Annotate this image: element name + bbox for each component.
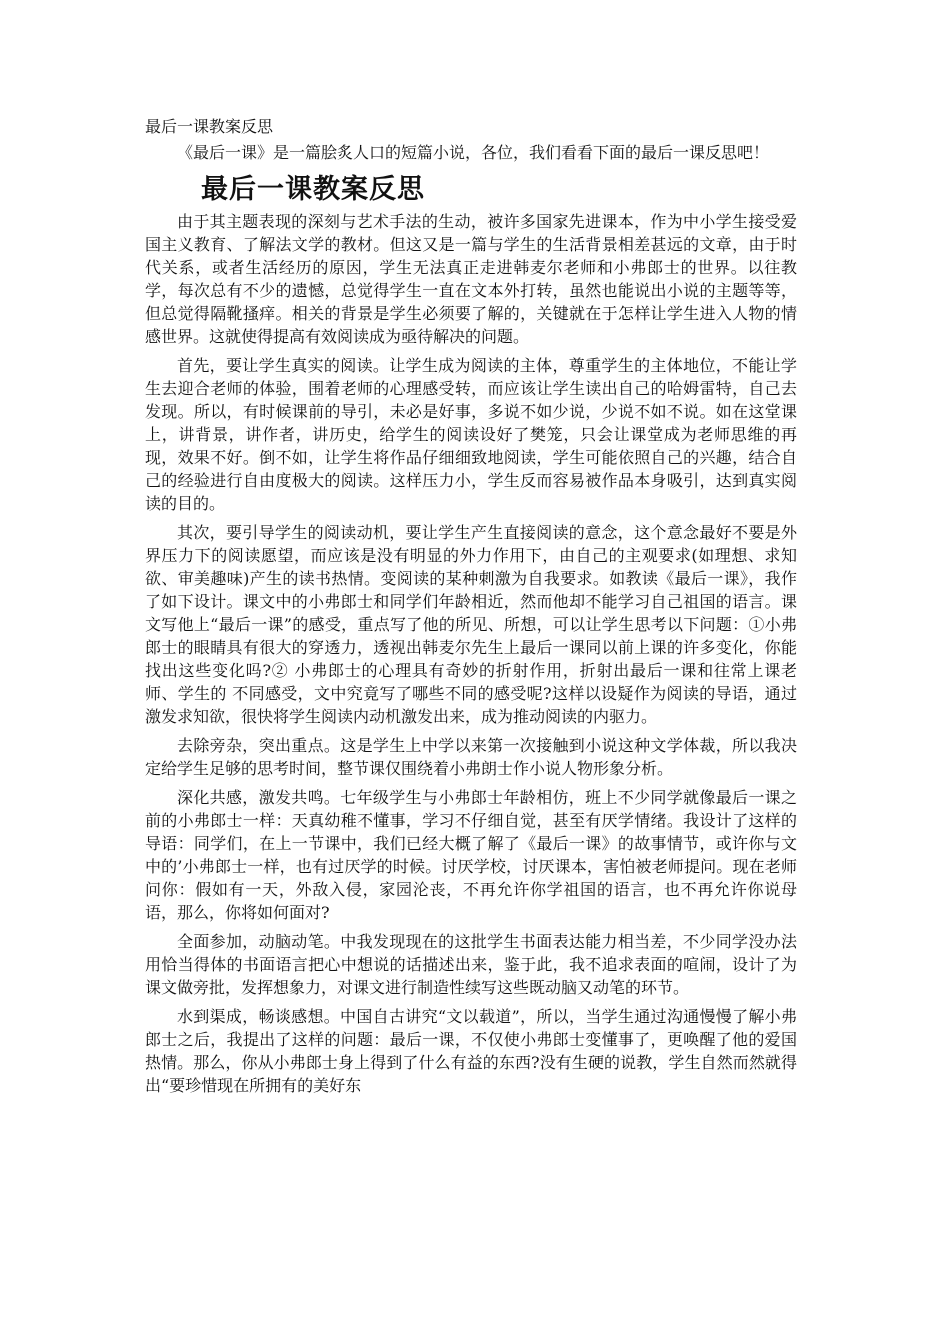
document-top-title: 最后一课教案反思	[145, 117, 274, 136]
body-paragraph: 由于其主题表现的深刻与艺术手法的生动，被许多国家先进课本，作为中小学生接受爱国主义教育、了解法文学的教材。但这又是一篇与学生的生活背景相差甚远的文章，由于时代关系，或者生活经历的原因，学生无法真正走进韩麦尔老师和小弗郎士的世界。以往教学，每次总有不少的遗憾，总觉得学生一直在文本外打转，虽然也能说出小说的主题等等，但总觉得隔靴搔痒。相关的背景是学生必须要了解的，关键就在于怎样让学生进入人物的情感世界。这就使得提高有效阅读成为亟待解决的问题。	[145, 212, 797, 346]
body-paragraph: 去除旁杂，突出重点。这是学生上中学以来第一次接触到小说这种文学体裁，所以我决定给学生足够的思考时间，整节课仅围绕着小弗朗士作小说人物形象分析。	[145, 736, 797, 778]
body-paragraph: 全面参加，动脑动笔。中我发现现在的这批学生书面表达能力相当差，不少同学没办法用恰当得体的书面语言把心中想说的话描述出来，鉴于此，我不追求表面的喧闹，设计了为课文做旁批，发挥想象力，对课文进行制造性续写这些既动脑又动笔的环节。	[145, 932, 797, 997]
body-paragraph: 其次，要引导学生的阅读动机，要让学生产生直接阅读的意念，这个意念最好不要是外界压力下的阅读愿望，而应该是没有明显的外力作用下，由自己的主观要求(如理想、求知欲、审美趣味)产生的读书热情。变阅读的某种刺激为自我要求。如教读《最后一课》，我作了如下设计。课文中的小弗郎士和同学们年龄相近，然而他却不能学习自己祖国的语言。课文写他上“最后一课”的感受，重点写了他的所见、所想，可以让学生思考以下问题：①小弗郎士的眼睛具有很大的穿透力，透视出韩麦尔先生上最后一课同以前上课的许多变化，你能找出这些变化吗?② 小弗郎士的心理具有奇妙的折射作用，折射出最后一课和往常上课老师、学生的 不同感受，文中究竟写了哪些不同的感受呢?这样以设疑作为阅读的导语，通过激发求知欲，很快将学生阅读内动机激发出来，成为推动阅读的内驱力。	[145, 523, 797, 726]
intro-paragraph: 《最后一课》是一篇脍炙人口的短篇小说，各位，我们看看下面的最后一课反思吧！	[177, 143, 770, 162]
article-heading: 最后一课教案反思	[201, 174, 425, 205]
document-page	[145, 114, 797, 1103]
body-paragraph: 首先，要让学生真实的阅读。让学生成为阅读的主体，尊重学生的主体地位，不能让学生去迎合老师的体验，围着老师的心理感受转，而应该让学生读出自己的哈姆雷特，自己去发现。所以，有时候课前的导引，未必是好事，多说不如少说，少说不如不说。如在这堂课上，讲背景，讲作者，讲历史，给学生的阅读设好了樊笼，只会让课堂成为老师思维的再现，效果不好。倒不如，让学生将作品仔细细致地阅读，学生可能依照自己的兴趣，结合自己的经验进行自由度极大的阅读。这样压力小，学生反而容易被作品本身吸引，达到真实阅读的目的。	[145, 356, 797, 513]
body-paragraph: 深化共感，激发共鸣。七年级学生与小弗郎士年龄相仿，班上不少同学就像最后一课之前的小弗郎士一样：天真幼稚不懂事，学习不仔细自觉，甚至有厌学情绪。我设计了这样的导语：同学们，在上一节课中，我们已经大概了解了《最后一课》的故事情节，或许你与文中的’小弗郎士一样，也有过厌学的时候。讨厌学校，讨厌课本，害怕被老师提问。现在老师问你：假如有一天，外敌入侵，家园沦丧，不再允许你学祖国的语言，也不再允许你说母语，那么，你将如何面对?	[145, 788, 797, 922]
body-paragraph: 水到渠成，畅谈感想。中国自古讲究“文以载道”，所以，当学生通过沟通慢慢了解小弗郎士之后，我提出了这样的问题：最后一课，不仅使小弗郎士变懂事了，更唤醒了他的爱国热情。那么，你从小弗郎士身上得到了什么有益的东西?没有生硬的说教，学生自然而然就得出“要珍惜现在所拥有的美好东	[145, 1007, 797, 1095]
